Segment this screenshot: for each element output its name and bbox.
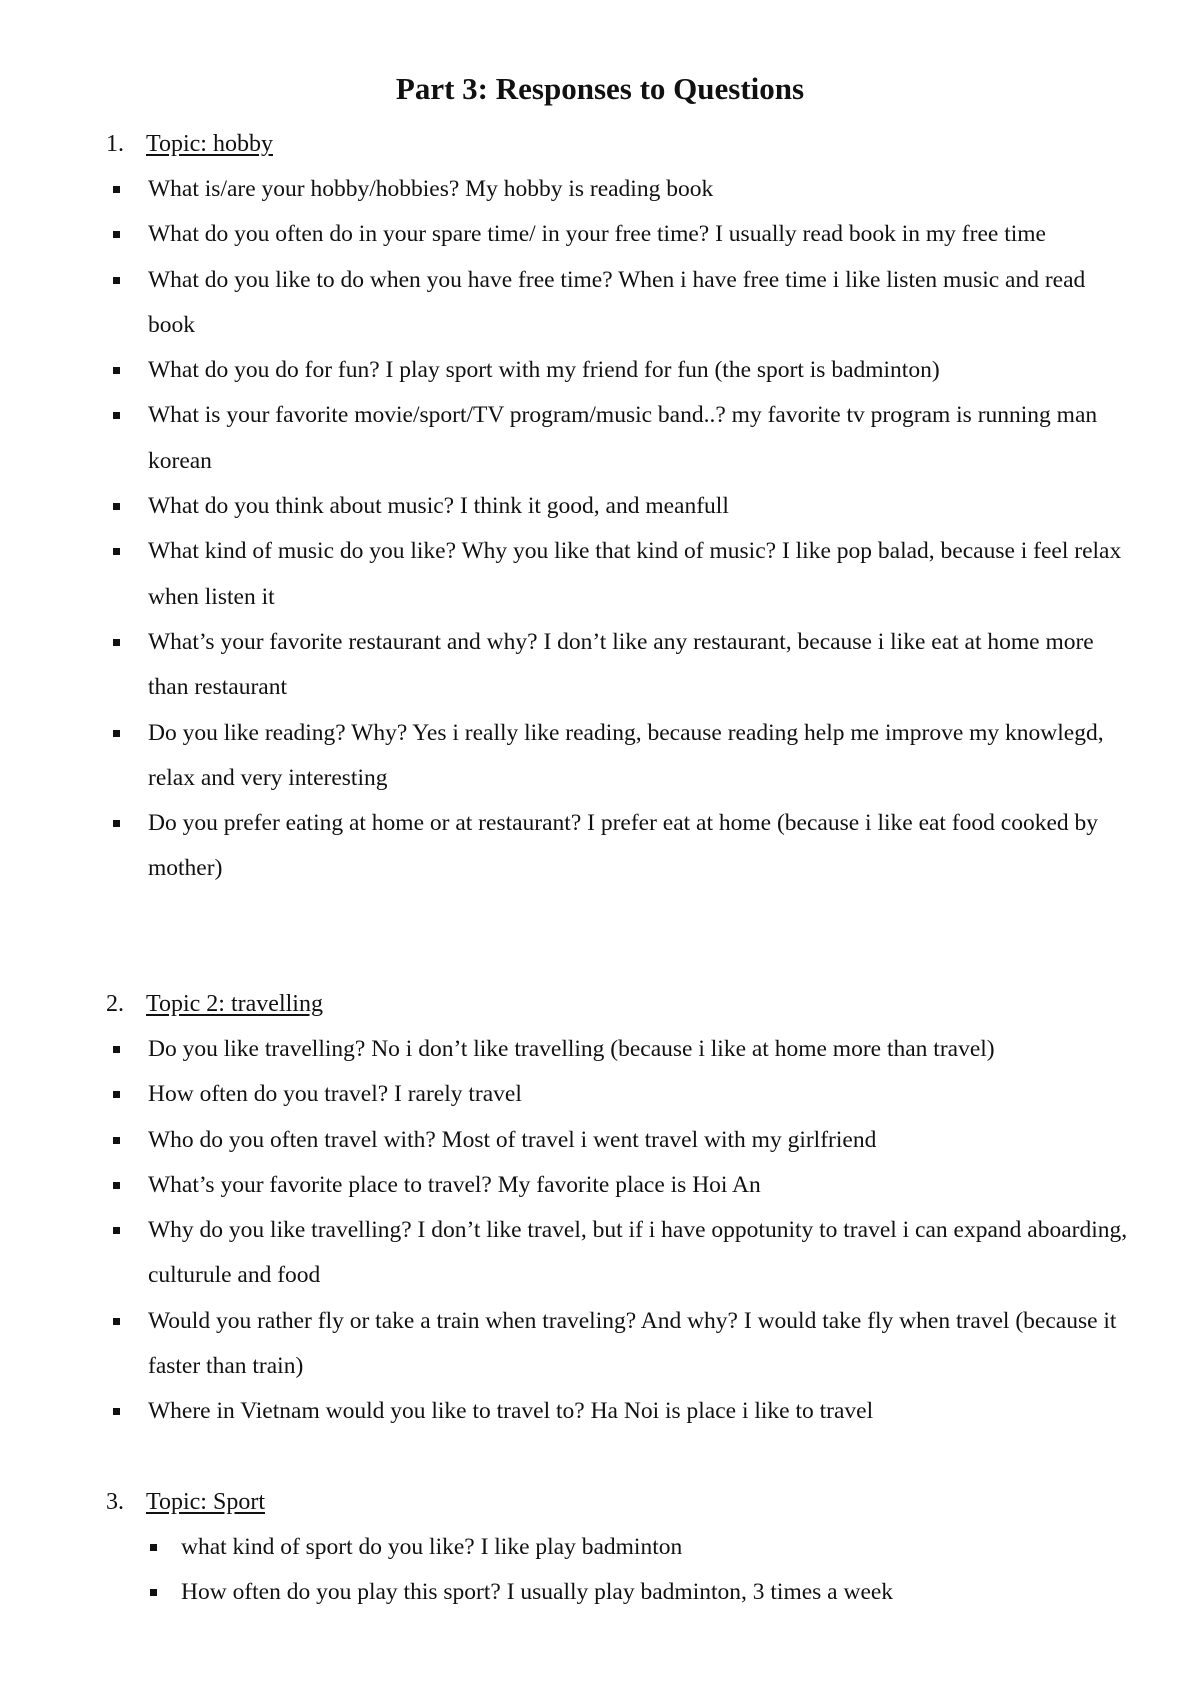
bullet-icon (113, 412, 120, 419)
bullet-icon (113, 186, 120, 193)
bullet-icon (113, 730, 120, 737)
topic-number: 3. (106, 1489, 124, 1515)
topic-label: Topic 2: travelling (146, 991, 323, 1017)
bullet-icon (113, 1046, 120, 1053)
section-travelling (0, 982, 1200, 1435)
question-list (0, 1027, 1200, 1435)
list-item: Do you like travelling? No i don’t like travelling (because i like at home more than travel) (0, 1027, 1128, 1072)
bullet-icon (150, 1544, 157, 1551)
section-sport (0, 1480, 1200, 1616)
list-item: Who do you often travel with? Most of travel i went travel with my girlfriend (0, 1118, 1128, 1163)
bullet-icon (113, 503, 120, 510)
bullet-icon (113, 1137, 120, 1144)
bullet-icon (113, 277, 120, 284)
list-item: What’s your favorite restaurant and why? I don’t like any restaurant, because i like eat at home more than restaurant (0, 620, 1128, 711)
bullet-icon (113, 548, 120, 555)
topic-number: 2. (106, 991, 124, 1017)
list-item: Would you rather fly or take a train when traveling? And why? I would take fly when travel (because it faster than train) (0, 1299, 1128, 1390)
topic-number: 1. (106, 131, 124, 157)
list-item: What’s your favorite place to travel? My favorite place is Hoi An (0, 1163, 1128, 1208)
topic-label: Topic: hobby (146, 131, 273, 157)
list-item: what kind of sport do you like? I like play badminton (0, 1525, 1128, 1570)
list-item: What is your favorite movie/sport/TV program/music band..? my favorite tv program is running man korean (0, 393, 1128, 484)
question-list (0, 1525, 1200, 1616)
list-item: What is/are your hobby/hobbies? My hobby is reading book (0, 167, 1128, 212)
bullet-icon (113, 231, 120, 238)
topic-heading (0, 1480, 1200, 1525)
topic-heading (0, 982, 1200, 1027)
bullet-icon (113, 1318, 120, 1325)
list-item: What do you think about music? I think it good, and meanfull (0, 484, 1128, 529)
topic-heading (0, 122, 1200, 167)
bullet-icon (113, 1091, 120, 1098)
list-item: How often do you play this sport? I usually play badminton, 3 times a week (0, 1570, 1128, 1615)
list-item: Where in Vietnam would you like to travel to? Ha Noi is place i like to travel (0, 1389, 1128, 1434)
list-item: What kind of music do you like? Why you like that kind of music? I like pop balad, because i feel relax when listen it (0, 529, 1128, 620)
bullet-icon (113, 1227, 120, 1234)
list-item: Do you prefer eating at home or at restaurant? I prefer eat at home (because i like eat food cooked by mother) (0, 801, 1128, 892)
list-item: Why do you like travelling? I don’t like travel, but if i have oppotunity to travel i can expand aboarding, culturule and food (0, 1208, 1128, 1299)
bullet-icon (113, 1408, 120, 1415)
list-item: How often do you travel? I rarely travel (0, 1072, 1128, 1117)
list-item: What do you like to do when you have free time? When i have free time i like listen music and read book (0, 258, 1128, 349)
topic-label: Topic: Sport (146, 1489, 265, 1515)
list-item: Do you like reading? Why? Yes i really like reading, because reading help me improve my knowlegd, relax and very interesting (0, 711, 1128, 802)
list-item: What do you often do in your spare time/ in your free time? I usually read book in my free time (0, 212, 1128, 257)
list-item: What do you do for fun? I play sport with my friend for fun (the sport is badminton) (0, 348, 1128, 393)
section-hobby (0, 122, 1200, 892)
question-list (0, 167, 1200, 892)
bullet-icon (113, 820, 120, 827)
bullet-icon (113, 639, 120, 646)
page-title: Part 3: Responses to Questions (395, 71, 805, 106)
bullet-icon (113, 367, 120, 374)
bullet-icon (113, 1182, 120, 1189)
bullet-icon (150, 1589, 157, 1596)
